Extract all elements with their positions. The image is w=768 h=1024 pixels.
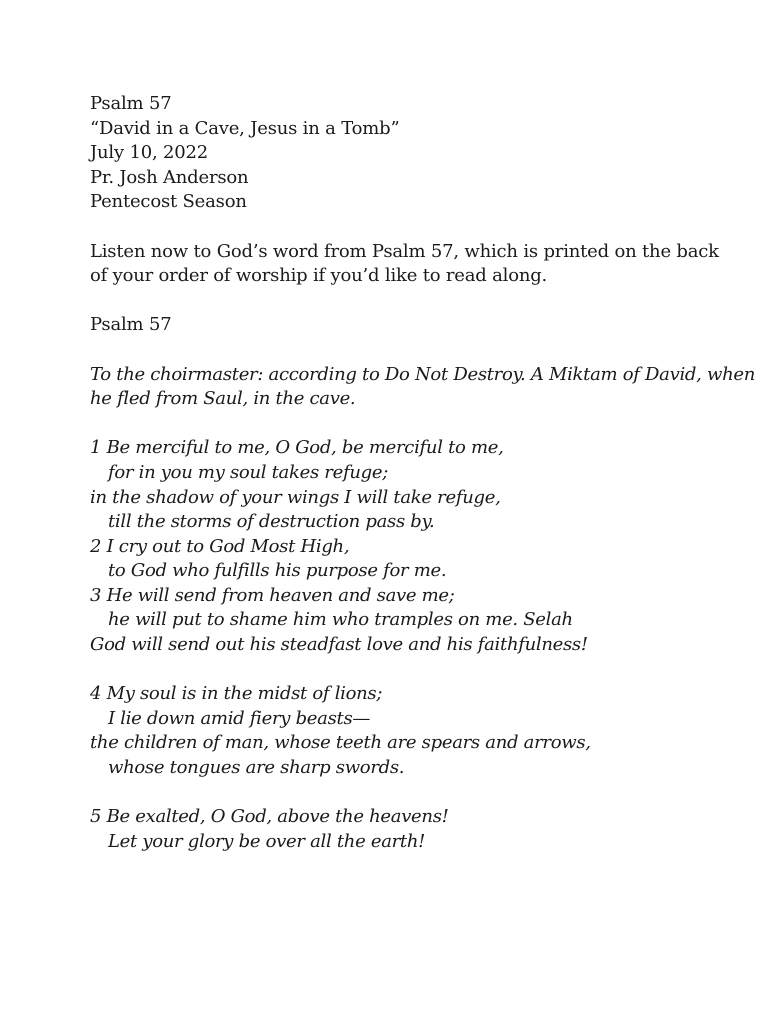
verse-line: for in you my soul takes refuge; (108, 461, 388, 483)
verse-line: 2 I cry out to God Most High, (90, 535, 350, 557)
preacher-name: Pr. Josh Anderson (90, 166, 249, 188)
verse-line: Let your glory be over all the earth! (108, 830, 426, 852)
verse-line: 4 My soul is in the midst of lions; (90, 683, 383, 705)
verse-line: to God who fulfills his purpose for me. (108, 560, 447, 582)
sermon-title: “David in a Cave, Jesus in a Tomb” (90, 117, 400, 139)
spacer (90, 215, 710, 240)
verse-line: in the shadow of your wings I will take refuge, (90, 486, 501, 508)
intro-line: of your order of worship if you’d like to read along. (90, 265, 548, 287)
verse-line: 5 Be exalted, O God, above the heavens! (90, 806, 449, 828)
verse-line: whose tongues are sharp swords. (108, 757, 405, 779)
verse-line: the children of man, whose teeth are spears and arrows, (90, 732, 591, 754)
spacer (90, 338, 710, 363)
sermon-header (90, 92, 710, 215)
verse-line: 3 He will send from heaven and save me; (90, 584, 455, 606)
spacer (90, 781, 710, 806)
spacer (90, 412, 710, 437)
document-title: Psalm 57 (90, 93, 172, 114)
psalm-stanza-2 (90, 682, 710, 780)
intro-line: Listen now to God’s word from Psalm 57, which is printed on the back (90, 240, 719, 262)
psalm-superscription (90, 363, 756, 412)
psalm-stanza-3 (90, 805, 710, 854)
spacer (90, 289, 710, 314)
reading-heading: Psalm 57 (90, 314, 172, 336)
verse-line: I lie down amid fiery beasts— (108, 707, 371, 729)
sermon-date: July 10, 2022 (90, 142, 209, 164)
psalm-stanza-1 (90, 436, 710, 657)
superscription-line: he fled from Saul, in the cave. (90, 388, 356, 410)
intro-paragraph (90, 240, 719, 289)
verse-line: 1 Be merciful to me, O God, be merciful to me, (90, 437, 504, 459)
verse-line: God will send out his steadfast love and his faithfulness! (90, 634, 588, 656)
verse-line: he will put to shame him who tramples on me. Selah (108, 609, 573, 631)
liturgical-season: Pentecost Season (90, 191, 247, 213)
verse-line: till the storms of destruction pass by. (108, 511, 435, 533)
superscription-line: To the choirmaster: according to Do Not Destroy. A Miktam of David, when (90, 363, 756, 385)
spacer (90, 658, 710, 683)
document-body (90, 92, 756, 854)
